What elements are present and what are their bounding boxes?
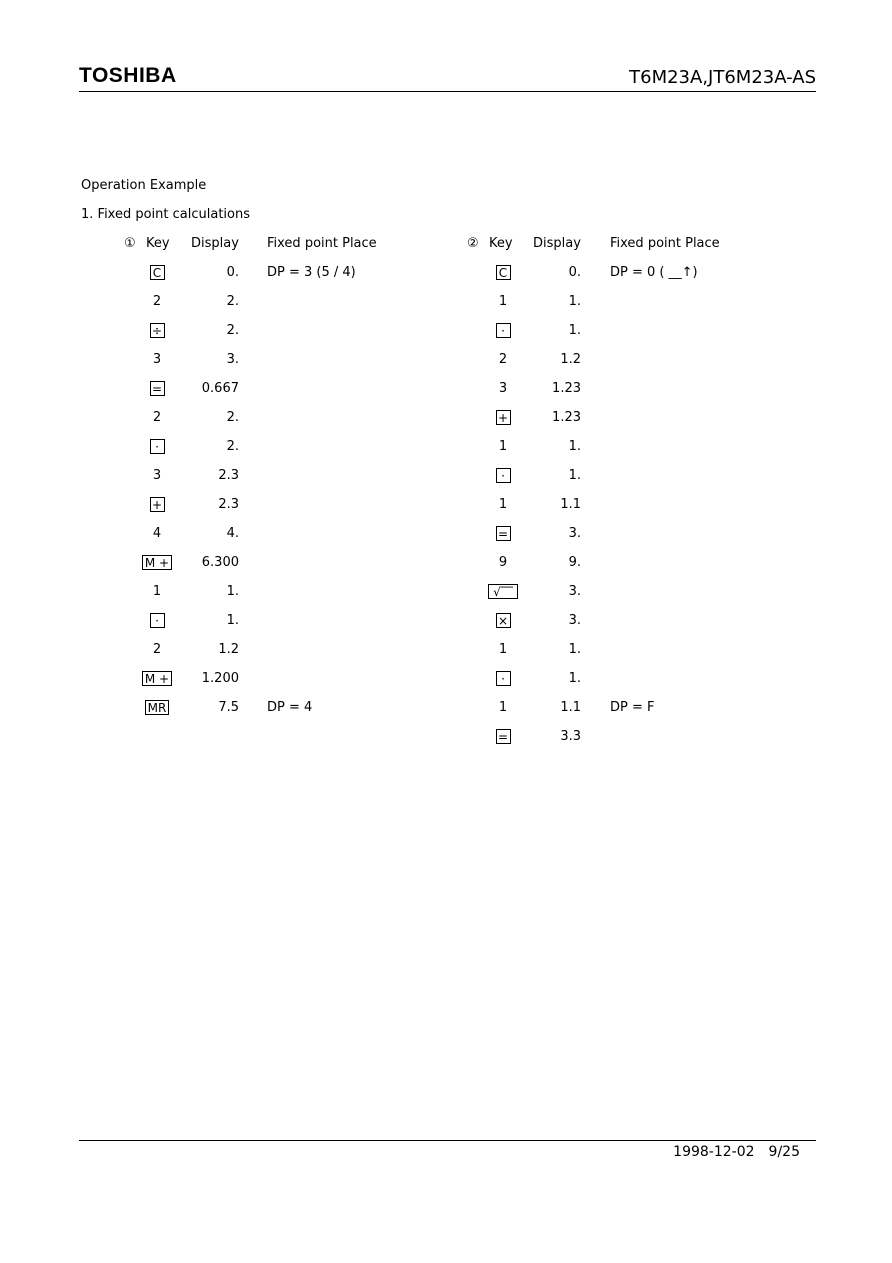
calculator-key-box: + [150, 497, 165, 512]
brand-logo: TOSHIBA [79, 64, 177, 87]
footer-rule [79, 1140, 816, 1141]
display-value: 3. [568, 526, 581, 541]
right-col-display-header: Display [533, 236, 581, 251]
display-value: 1. [568, 294, 581, 309]
display-value: 3. [226, 352, 239, 367]
key-digit: 2 [152, 410, 162, 425]
display-value: 0. [568, 265, 581, 280]
display-value: 1.200 [201, 671, 239, 686]
display-value: 2. [226, 323, 239, 338]
display-value: 2.3 [218, 468, 239, 483]
right-col-fixed-header: Fixed point Place [610, 236, 720, 251]
display-value: 1.1 [560, 497, 581, 512]
display-value: 1.23 [552, 381, 581, 396]
key-digit: 1 [498, 497, 508, 512]
calculator-key-box: = [496, 729, 511, 744]
fixed-point-note: DP = 0 ( __↑) [610, 265, 698, 280]
key-digit: 4 [152, 526, 162, 541]
calculator-key-box: · [496, 671, 511, 686]
display-value: 3. [568, 584, 581, 599]
left-table-number: ① [124, 236, 136, 251]
key-digit: 2 [152, 642, 162, 657]
display-value: 3. [568, 613, 581, 628]
key-digit: 2 [498, 352, 508, 367]
key-digit: 3 [152, 352, 162, 367]
calculator-key-box: = [496, 526, 511, 541]
display-value: 9. [568, 555, 581, 570]
calculator-key-box: √‾‾ [488, 584, 518, 599]
display-value: 1. [226, 584, 239, 599]
right-col-key-header: Key [489, 236, 513, 251]
key-digit: 1 [498, 642, 508, 657]
display-value: 0.667 [201, 381, 239, 396]
calculator-key-box: × [496, 613, 511, 628]
left-col-fixed-header: Fixed point Place [267, 236, 377, 251]
display-value: 3.3 [560, 729, 581, 744]
display-value: 0. [226, 265, 239, 280]
key-digit: 1 [152, 584, 162, 599]
calculator-key-box: · [496, 323, 511, 338]
display-value: 1.23 [552, 410, 581, 425]
display-value: 2. [226, 294, 239, 309]
key-digit: 1 [498, 294, 508, 309]
display-value: 1. [568, 323, 581, 338]
display-value: 1. [226, 613, 239, 628]
key-digit: 1 [498, 439, 508, 454]
calculator-key-box: C [150, 265, 165, 280]
calculator-key-box: C [496, 265, 511, 280]
key-digit: 1 [498, 700, 508, 715]
display-value: 2. [226, 410, 239, 425]
section-title: Operation Example [81, 178, 207, 193]
display-value: 1. [568, 439, 581, 454]
calculator-key-box: M + [142, 671, 172, 686]
display-value: 2. [226, 439, 239, 454]
fixed-point-note: DP = 3 (5 / 4) [267, 265, 356, 280]
display-value: 1.2 [560, 352, 581, 367]
key-digit: 3 [498, 381, 508, 396]
display-value: 4. [226, 526, 239, 541]
display-value: 2.3 [218, 497, 239, 512]
calculator-key-box: ÷ [150, 323, 165, 338]
calculator-key-box: = [150, 381, 165, 396]
subsection-title: 1. Fixed point calculations [81, 207, 251, 222]
header-rule [79, 91, 816, 92]
key-digit: 9 [498, 555, 508, 570]
document-number: T6M23A,JT6M23A-AS [629, 67, 816, 88]
footer [659, 1143, 800, 1161]
display-value: 7.5 [218, 700, 239, 715]
key-digit: 3 [152, 468, 162, 483]
key-digit: 2 [152, 294, 162, 309]
display-value: 1.1 [560, 700, 581, 715]
display-value: 1. [568, 468, 581, 483]
calculator-key-box: · [150, 439, 165, 454]
left-col-key-header: Key [146, 236, 170, 251]
right-table-number: ② [467, 236, 479, 251]
calculator-key-box: · [150, 613, 165, 628]
display-value: 1.2 [218, 642, 239, 657]
footer-page: 9/25 [768, 1144, 800, 1160]
fixed-point-note: DP = F [610, 700, 655, 715]
left-col-display-header: Display [191, 236, 239, 251]
calculator-key-box: + [496, 410, 511, 425]
display-value: 6.300 [201, 555, 239, 570]
calculator-key-box: · [496, 468, 511, 483]
calculator-key-box: M + [142, 555, 172, 570]
display-value: 1. [568, 642, 581, 657]
footer-date: 1998-12-02 [673, 1144, 755, 1160]
fixed-point-note: DP = 4 [267, 700, 313, 715]
calculator-key-box: MR [145, 700, 169, 715]
display-value: 1. [568, 671, 581, 686]
